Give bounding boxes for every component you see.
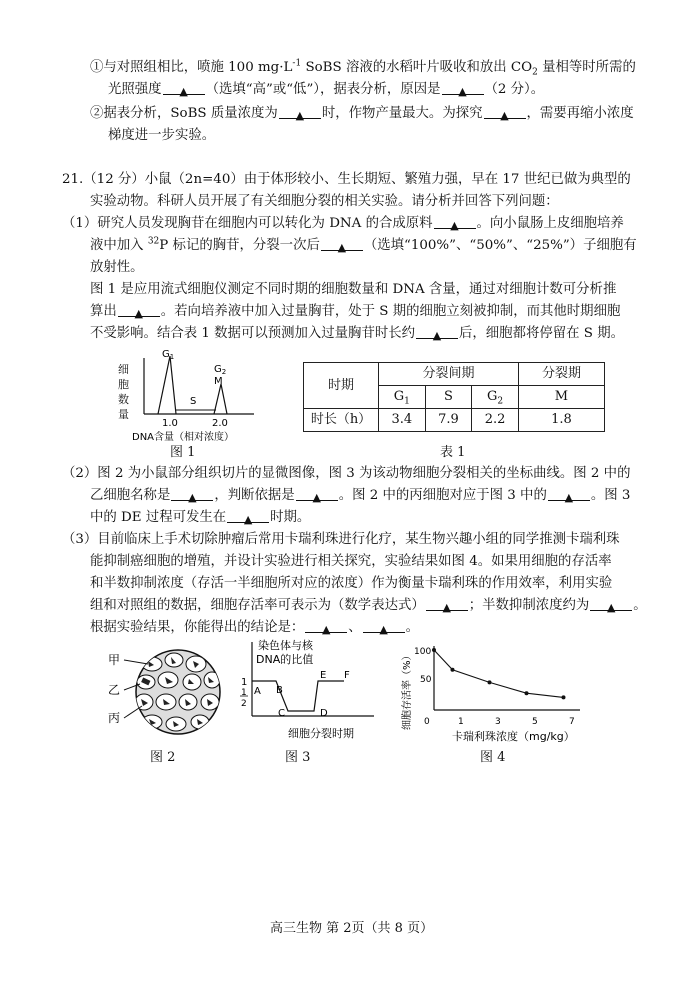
fig4-xtick: 1 bbox=[458, 717, 464, 727]
figure-1-dna-histogram bbox=[110, 348, 270, 448]
fig3-point-b: B bbox=[276, 685, 283, 696]
label-yi: 乙 bbox=[108, 683, 121, 697]
q21-part2-line1: （2）图 2 为小鼠部分组织切片的显微图像，图 3 为该动物细胞分裂相关的坐标曲线。图 2 中的 bbox=[62, 466, 631, 481]
fig1-ylabel-char: 量 bbox=[118, 408, 129, 421]
q21-part1-line4: 图 1 是应用流式细胞仪测定不同时期的细胞数量和 DNA 含量，通过对细胞计数可分析推 bbox=[90, 282, 617, 297]
answer-blank[interactable]: ▲ bbox=[118, 303, 160, 317]
q21-part1-line6: 不受影响。结合表 1 数据可以预测加入过量胸苷时长约 ▲ 后，细胞都将停留在 S 期。 bbox=[90, 326, 624, 342]
fig1-g1-label: $G_1$ bbox=[162, 349, 175, 361]
fig3-tick-half-den: 2 bbox=[241, 699, 247, 709]
fig3-caption: 图 3 bbox=[285, 750, 311, 765]
fig4-data-point bbox=[451, 668, 455, 672]
fig1-tick-2: 2.0 bbox=[212, 418, 228, 429]
answer-blank[interactable]: ▲ bbox=[416, 325, 458, 339]
answer-blank[interactable]: ▲ bbox=[305, 619, 347, 633]
table1-row-label: 时长（h） bbox=[304, 409, 379, 432]
figure-3-ratio-curve bbox=[236, 636, 376, 748]
answer-blank[interactable]: ▲ bbox=[426, 597, 468, 611]
fig4-xtick: 7 bbox=[569, 717, 575, 727]
table1-header-mitosis: 分裂期 bbox=[518, 363, 604, 386]
fig1-ylabel-char: 胞 bbox=[118, 378, 129, 391]
table1-value: 3.4 bbox=[379, 409, 426, 432]
q21-part1-line1: （1）研究人员发现胸苷在细胞内可以转化为 DNA 的合成原料 ▲ 。向小鼠肠上皮细胞培养 bbox=[62, 216, 624, 232]
fig4-ylabel: 细胞存活率（%） bbox=[402, 650, 413, 730]
fig3-tick-half-num: 1 bbox=[241, 688, 247, 698]
figure-4-survival-chart bbox=[396, 636, 596, 748]
fig4-ytick: 100 bbox=[414, 647, 432, 657]
answer-blank[interactable]: ▲ bbox=[548, 487, 590, 501]
fig3-ytitle-2: DNA的比值 bbox=[256, 653, 314, 666]
answer-blank[interactable]: ▲ bbox=[590, 597, 632, 611]
fig1-caption: 图 1 bbox=[170, 445, 196, 460]
answer-blank[interactable]: ▲ bbox=[163, 81, 205, 95]
fig2-caption: 图 2 bbox=[150, 750, 176, 765]
table1-sub-g1: $G_1$ bbox=[379, 386, 426, 409]
fig4-xtick: 3 bbox=[495, 717, 501, 727]
fig3-tick-1: 1 bbox=[241, 677, 248, 688]
table1-caption: 表 1 bbox=[440, 445, 466, 460]
fig4-data-point bbox=[562, 695, 566, 699]
fig4-xlabel: 卡瑞利珠浓度（mg/kg） bbox=[452, 730, 575, 743]
q20-sub2-line1: ②据表分析，SoBS 质量浓度为 ▲ 时，作物产量最大。为探究 ▲ ，需要再缩小浓度 bbox=[90, 106, 634, 122]
q21-part3-line4: 组和对照组的数据，细胞存活率可表示为（数学表达式） ▲ ；半数抑制浓度约为 ▲ 。 bbox=[90, 598, 647, 614]
q20-sub1-line1: ①与对照组相比，喷施 100 $mg\cdot L^{-1}$ SoBS 溶液的水稻叶片吸收和放出 $CO_2$ 量相等时所需的 bbox=[90, 58, 636, 78]
fig3-point-a: A bbox=[254, 686, 261, 697]
q21-part1-line5: 算出 ▲ 。若向培养液中加入过量胸苷，处于 S 期的细胞立刻被抑制，而其他时期细胞 bbox=[90, 304, 621, 320]
fig3-point-e: E bbox=[320, 670, 327, 681]
answer-blank[interactable]: ▲ bbox=[279, 105, 321, 119]
q21-part3-line3: 和半数抑制浓度（存活一半细胞所对应的浓度）作为衡量卡瑞利珠的作用效率，利用实验 bbox=[90, 576, 613, 591]
fig3-xlabel: 细胞分裂时期 bbox=[288, 727, 354, 740]
fig1-g1-peak bbox=[158, 356, 176, 414]
fig1-ylabel-char: 数 bbox=[118, 393, 129, 406]
fig3-point-f: F bbox=[344, 670, 350, 681]
fig4-xtick: 5 bbox=[532, 717, 538, 727]
answer-blank[interactable]: ▲ bbox=[434, 215, 476, 229]
fig1-ylabel-char: 细 bbox=[118, 363, 129, 376]
q21-part3-line2: 能抑制癌细胞的增殖，并设计实验进行相关探究，实验结果如图 4。如果用细胞的存活率 bbox=[90, 554, 612, 569]
q21-part3-line1: （3）目前临床上手术切除肿瘤后常用卡瑞利珠进行化疗，某生物兴趣小组的同学推测卡瑞利珠 bbox=[62, 532, 620, 547]
pointer-line bbox=[124, 706, 142, 718]
label-jia: 甲 bbox=[108, 653, 121, 667]
fig4-series-line bbox=[434, 650, 564, 697]
fig4-caption: 图 4 bbox=[480, 750, 506, 765]
pointer-line bbox=[124, 660, 148, 664]
figure-2-micrograph bbox=[108, 648, 228, 740]
fig1-m-label: M bbox=[214, 376, 223, 387]
answer-blank[interactable]: ▲ bbox=[363, 619, 405, 633]
fig4-data-point bbox=[488, 680, 492, 684]
fig1-g2-label: $G_2$ bbox=[214, 364, 227, 376]
page-footer: 高三生物 第 2页（共 8 页） bbox=[270, 921, 434, 936]
fig4-data-point bbox=[432, 648, 436, 652]
answer-blank[interactable]: ▲ bbox=[321, 237, 363, 251]
q21-heading: 21.（12 分）小鼠（2n=40）由于体形较小、生长期短、繁殖力强，早在 17 世纪已做为典型的 bbox=[62, 172, 631, 187]
fig4-data-point bbox=[525, 691, 529, 695]
table1-value: 7.9 bbox=[425, 409, 472, 432]
q21-part1-line2: 液中加入 $^{32}$P 标记的胸苷，分裂一次后 ▲ （选填“100%”、“50%”、“25%”）子细胞有 bbox=[90, 236, 637, 254]
q20-sub2-line2: 梯度进一步实验。 bbox=[108, 128, 216, 143]
answer-blank[interactable]: ▲ bbox=[484, 105, 526, 119]
label-bing: 丙 bbox=[108, 711, 121, 725]
fig4-ytick: 0 bbox=[424, 717, 430, 727]
answer-blank[interactable]: ▲ bbox=[227, 509, 269, 523]
fig4-ytick: 50 bbox=[420, 675, 432, 685]
fig3-curve bbox=[252, 681, 344, 711]
table1-sub-m: M bbox=[518, 386, 604, 409]
q21-part2-line3: 中的 DE 过程可发生在 ▲ 时期。 bbox=[90, 510, 311, 526]
q21-heading-2: 实验动物。科研人员开展了有关细胞分裂的相关实验。请分析并回答下列问题： bbox=[90, 194, 559, 209]
fig1-tick-1: 1.0 bbox=[162, 418, 178, 429]
fig1-xlabel: DNA含量（相对浓度） bbox=[132, 432, 235, 443]
fig3-point-d: D bbox=[320, 708, 328, 719]
table1-header-interphase: 分裂间期 bbox=[379, 363, 519, 386]
q20-sub1-line2: 光照强度 ▲ （选填“高”或“低”），据表分析，原因是 ▲ （2 分）。 bbox=[108, 82, 545, 98]
q21-part3-line5: 根据实验结果，你能得出的结论是： ▲ 、 ▲ 。 bbox=[90, 620, 420, 636]
answer-blank[interactable]: ▲ bbox=[296, 487, 338, 501]
fig3-point-c: C bbox=[278, 708, 285, 719]
answer-blank[interactable]: ▲ bbox=[171, 487, 213, 501]
fig3-ytitle-1: 染色体与核 bbox=[258, 639, 313, 652]
table-1-cell-cycle bbox=[303, 362, 605, 432]
q21-part1-line3: 放射性。 bbox=[90, 260, 144, 275]
table1-value: 2.2 bbox=[472, 409, 519, 432]
table1-value: 1.8 bbox=[518, 409, 604, 432]
fig1-s-label: S bbox=[190, 396, 197, 407]
answer-blank[interactable]: ▲ bbox=[442, 81, 484, 95]
table1-sub-g2: $G_2$ bbox=[472, 386, 519, 409]
q21-part2-line2: 乙细胞名称是 ▲ ，判断依据是 ▲ 。图 2 中的丙细胞对应于图 3 中的 ▲ 。图 3 bbox=[90, 488, 631, 504]
table1-sub-s: S bbox=[425, 386, 472, 409]
table1-header-period: 时期 bbox=[304, 363, 379, 409]
